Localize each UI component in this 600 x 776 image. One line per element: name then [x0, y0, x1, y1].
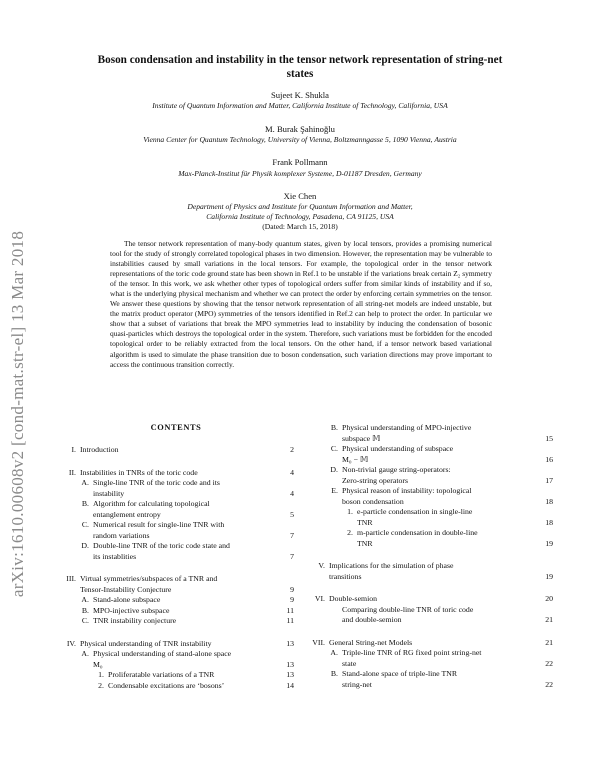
author-name: Sujeet K. Shukla: [270, 90, 329, 100]
toc-entry-title: and double-semion: [342, 615, 402, 624]
toc-entry[interactable]: [307, 561, 553, 582]
toc-entry[interactable]: [58, 649, 294, 670]
toc-entry-page: 15: [545, 433, 553, 443]
abstract: The tensor network representation of many-body quantum states, given by local tensors, provides a promising numerical tool for the study of strongly correlated topological phases in two dimension. However, the representation may be vulnerable to instabilities caused by small variations in the local tensors. For example, the topological order in the tensor network representations of the toric code ground state has been shown in Ref.1 to be unstable if the variations break certain Z₂ symmetry of the tensor. In this work, we ask whether other types of topological orders suffer from similar kinds of instability and if so, what is the underlying physical mechanism and whether we can protect the order by enforcing certain symmetries on the tensor. We answer these questions by showing that the tensor network representation of all string-net models are indeed unstable, but the matrix product operator (MPO) symmetries of the tensors identified in Ref.2 can help to protect the order. In particular we show that a subset of variations that break the MPO symmetries lead to instability by inducing the condensation of bosonic quasi-particles which destroys the topological order in the system. Therefore, such variations must be forbidden for the encoded topological order to be reliably extracted from the local tensors. On the other hand, if a tensor network based variational algorithm is used to simulate the phase transition due to boson condensation, such variation directions may prove important to access the continuous transition correctly.: [110, 239, 492, 369]
toc-entry-title: e-particle condensation in single-line: [357, 507, 473, 516]
toc-entry-title: Double-semion: [329, 594, 378, 603]
toc-entry-page: 13: [286, 659, 294, 669]
toc-entry[interactable]: [58, 595, 294, 606]
toc-entry-title: Physical understanding of MPO-injective: [342, 423, 472, 432]
toc-entry-page: 22: [545, 679, 553, 689]
toc-entry[interactable]: [307, 669, 553, 690]
toc-entry-number: C.: [81, 616, 89, 625]
toc-entry-page: 19: [545, 538, 553, 548]
toc-entry-title: Condensable excitations are ‘bosons’: [108, 680, 225, 690]
toc-entry-page: 2: [290, 445, 294, 454]
toc-entry-number: 1.: [98, 670, 104, 679]
toc-entry[interactable]: [307, 465, 553, 486]
toc-entry[interactable]: [58, 616, 294, 627]
toc-entry-title: Physical understanding of TNR instability: [80, 638, 212, 648]
toc-entry-title: Algorithm for calculating topological: [93, 499, 210, 508]
toc-entry-page: 7: [290, 551, 294, 561]
toc-entry-page: 7: [290, 530, 294, 540]
toc-entry-number: A.: [330, 648, 338, 657]
toc-entry-title: entanglement entropy: [93, 509, 161, 519]
toc-entry-number: IV.: [66, 638, 76, 648]
toc-entry-title: Numerical result for single-line TNR with: [93, 520, 225, 529]
toc-entry-title: instability: [93, 488, 125, 498]
toc-entry-number: A.: [81, 478, 89, 487]
toc-entry-title: Physical reason of instability: topological: [342, 486, 472, 495]
toc-entry-page: 11: [286, 616, 294, 625]
toc-entry-page: 14: [286, 680, 294, 690]
toc-entry[interactable]: [58, 499, 294, 520]
toc-entry-number: D.: [81, 541, 89, 550]
toc-entry[interactable]: [58, 670, 294, 681]
arxiv-stamp: arXiv:1610.00608v2 [cond-mat.str-el] 13 Mar 2018: [8, 230, 27, 598]
toc-entry-number: A.: [81, 649, 89, 658]
toc-entry[interactable]: [58, 574, 294, 595]
toc-entry-number: C.: [330, 444, 338, 453]
author-affiliation: Max-Planck-Institut für Physik komplexer Systeme, D-01187 Dresden, Germany: [178, 169, 422, 178]
toc-entry-number: V.: [318, 561, 325, 570]
author-affiliation: California Institute of Technology, Pasadena, CA 91125, USA: [206, 212, 394, 221]
toc-entry-page: 21: [545, 615, 553, 624]
toc-entry-number: D.: [330, 465, 338, 474]
toc-entry-title: Single-line TNR of the toric code and its: [93, 478, 220, 487]
author-name: Xie Chen: [283, 191, 317, 201]
toc-entry-title: its instablities: [93, 551, 137, 561]
title-line-1: Boson condensation and instability in the tensor network representation of string-net: [97, 54, 503, 66]
toc-entry-number: A.: [81, 595, 89, 604]
toc-entry-title: m-particle condensation in double-line: [357, 528, 478, 537]
toc-entry-title: Introduction: [80, 445, 119, 454]
toc-entry-page: 4: [290, 467, 294, 477]
paper-title: [60, 53, 540, 81]
toc-entry[interactable]: [307, 423, 553, 444]
toc-entry-title: General String-net Models: [329, 637, 413, 647]
toc-entry-page: 19: [545, 571, 553, 581]
toc-entry[interactable]: [307, 638, 553, 649]
toc-entry-title: M₀: [93, 659, 103, 669]
toc-entry-title: Stand-alone subspace: [93, 595, 161, 604]
toc-entry-number: III.: [66, 574, 76, 583]
toc-entry[interactable]: [58, 681, 294, 692]
toc-entry-number: E.: [331, 486, 338, 495]
toc-entry-number: I.: [71, 445, 76, 454]
toc-entry-page: 13: [286, 670, 294, 679]
toc-entry[interactable]: [58, 520, 294, 541]
toc-entry[interactable]: [307, 507, 553, 528]
date-line: (Dated: March 15, 2018): [262, 222, 338, 231]
toc-entry-title: MPO-injective subspace: [93, 605, 170, 615]
toc-entry-page: 21: [545, 637, 553, 647]
toc-entry[interactable]: [58, 639, 294, 650]
toc-entry[interactable]: [307, 605, 553, 626]
toc-entry-number: B.: [81, 499, 89, 508]
toc-entry-title: Triple-line TNR of RG fixed point string-net: [342, 648, 482, 657]
toc-entry-title: string-net: [342, 679, 372, 689]
toc-right-column: [307, 423, 553, 690]
toc-entry-title: boson condensation: [342, 496, 404, 506]
toc-entry-page: 4: [290, 488, 294, 498]
toc-entry-number: 2.: [347, 528, 353, 537]
toc-entry-title: subspace 𝕄: [342, 433, 381, 443]
toc-entry-number: B.: [81, 605, 89, 615]
toc-left-column: [58, 445, 294, 691]
toc-entry-title: TNR: [357, 517, 373, 527]
toc-entry-title: Tensor-Instability Conjecture: [80, 584, 172, 594]
toc-entry-page: 16: [545, 454, 553, 464]
toc-entry-title: Comparing double-line TNR of toric code: [342, 604, 474, 614]
toc-entry-title: Zero-string operators: [342, 475, 409, 485]
toc-entry-page: 11: [286, 605, 294, 615]
toc-entry-page: 9: [290, 595, 294, 604]
toc-entry-title: M₀ − 𝕄: [342, 454, 368, 464]
toc-entry[interactable]: [307, 486, 553, 507]
toc-entry[interactable]: [58, 541, 294, 562]
toc-entry-title: TNR: [357, 538, 373, 548]
toc-entry-title: Physical understanding of stand-alone space: [93, 649, 232, 658]
toc-entry-title: state: [342, 658, 357, 668]
toc-entry-title: Non-trivial gauge string-operators:: [342, 465, 451, 474]
toc-entry-page: 9: [290, 584, 294, 594]
toc-entry-page: 17: [545, 475, 553, 485]
toc-entry-number: II.: [68, 467, 76, 477]
contents-heading: CONTENTS: [150, 423, 202, 432]
toc-entry-page: 18: [545, 517, 553, 527]
toc-entry-title: random variations: [93, 530, 150, 540]
title-line-2: states: [286, 68, 314, 80]
toc-entry-title: Double-line TNR of the toric code state and: [93, 541, 230, 550]
author-name: Frank Pollmann: [272, 157, 328, 167]
toc-entry[interactable]: [307, 594, 553, 605]
toc-entry[interactable]: [58, 468, 294, 479]
toc-entry-title: Stand-alone space of triple-line TNR: [342, 669, 458, 678]
toc-entry-title: Virtual symmetries/subspaces of a TNR and: [80, 574, 218, 583]
toc-entry-number: B.: [330, 669, 338, 678]
author-name: M. Burak Şahinoğlu: [265, 124, 335, 134]
toc-entry-page: 22: [545, 658, 553, 668]
toc-entry-page: 20: [545, 594, 553, 603]
toc-entry-number: B.: [330, 423, 338, 432]
toc-entry-number: VI.: [314, 594, 325, 603]
toc-entry-title: Implications for the simulation of phase: [329, 561, 454, 570]
toc-entry[interactable]: [58, 445, 294, 456]
toc-entry[interactable]: [307, 648, 553, 669]
toc-entry[interactable]: [58, 606, 294, 617]
toc-entry-number: C.: [81, 520, 89, 529]
toc-entry-title: Instabilities in TNRs of the toric code: [80, 467, 198, 477]
toc-entry-title: Proliferatable variations of a TNR: [108, 670, 215, 679]
toc-entry-number: VII.: [312, 637, 325, 647]
toc-entry-title: TNR instability conjecture: [93, 616, 177, 625]
toc-entry-title: transitions: [329, 571, 362, 581]
author-affiliation: Department of Physics and Institute for Quantum Information and Matter,: [187, 202, 413, 211]
toc-entry-number: 2.: [98, 680, 104, 690]
toc-entry[interactable]: [58, 478, 294, 499]
author-affiliation: Institute of Quantum Information and Matter, California Institute of Technology, California, USA: [152, 101, 448, 110]
toc-entry[interactable]: [307, 444, 553, 465]
toc-entry[interactable]: [307, 528, 553, 549]
toc-entry-page: 18: [545, 496, 553, 506]
toc-entry-title: Physical understanding of subspace: [342, 444, 454, 453]
toc-entry-number: 1.: [347, 507, 353, 516]
toc-entry-page: 5: [290, 509, 294, 519]
toc-entry-page: 13: [286, 638, 294, 648]
author-affiliation: Vienna Center for Quantum Technology, University of Vienna, Boltzmanngasse 5, 1090 Vienna, Austria: [143, 135, 457, 144]
